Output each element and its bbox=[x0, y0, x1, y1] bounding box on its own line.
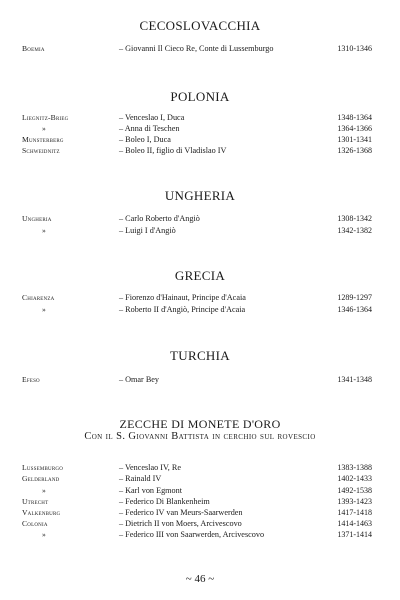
table-row bbox=[0, 146, 400, 158]
ditto-mark: » bbox=[42, 226, 46, 235]
table-row bbox=[0, 226, 400, 238]
reign-years: 1308-1342 bbox=[337, 214, 372, 223]
mint-name: Liegnitz-Brieg bbox=[22, 113, 69, 122]
mint-name: Ungheria bbox=[22, 214, 52, 223]
reign-years: 1301-1341 bbox=[337, 135, 372, 144]
section-title-zecche: ZECCHE DI MONETE D'ORO bbox=[119, 417, 281, 431]
reign-years: 1364-1366 bbox=[337, 124, 372, 133]
reign-years: 1310-1346 bbox=[337, 44, 372, 53]
ruler-name: – Boleo I, Duca bbox=[119, 135, 171, 144]
reign-years: 1342-1382 bbox=[337, 226, 372, 235]
table-row bbox=[0, 375, 400, 387]
section-title-cecoslovacchia: CECOSLOVACCHIA bbox=[139, 18, 261, 33]
mint-name: Valkenburg bbox=[22, 508, 61, 517]
reign-years: 1402-1433 bbox=[337, 474, 372, 483]
table-row bbox=[0, 474, 400, 486]
table-row bbox=[0, 305, 400, 317]
section-title-ungheria: UNGHERIA bbox=[164, 188, 236, 203]
table-row bbox=[0, 44, 400, 56]
reign-years: 1492-1538 bbox=[337, 486, 372, 495]
ruler-name: – Venceslao I, Duca bbox=[119, 113, 185, 122]
ruler-name: – Boleo II, figlio di Vladislao IV bbox=[119, 146, 227, 155]
ditto-mark: » bbox=[42, 305, 46, 314]
mint-name: Schweidnitz bbox=[22, 146, 60, 155]
reign-years: 1417-1418 bbox=[337, 508, 372, 517]
ruler-name: – Luigi I d'Angiò bbox=[119, 226, 176, 235]
ruler-name: – Federico Di Blankenheim bbox=[119, 497, 210, 506]
page-number: ~ 46 ~ bbox=[185, 573, 215, 585]
section-title-turchia: TURCHIA bbox=[170, 348, 230, 363]
section-subtitle-zecche: Con il S. Giovanni Battista in cerchio sul rovescio bbox=[84, 431, 316, 442]
ruler-name: – Federico IV van Meurs-Saarwerden bbox=[119, 508, 243, 517]
reign-years: 1393-1423 bbox=[337, 497, 372, 506]
mint-name: Munsterberg bbox=[22, 135, 64, 144]
mint-name: Efeso bbox=[22, 375, 40, 384]
ditto-mark: » bbox=[42, 530, 46, 539]
ruler-name: – Giovanni Il Cieco Re, Conte di Lussemburgo bbox=[119, 44, 274, 53]
reign-years: 1348-1364 bbox=[337, 113, 372, 122]
ruler-name: – Omar Bey bbox=[119, 375, 160, 384]
ruler-name: – Fiorenzo d'Hainaut, Principe d'Acaia bbox=[119, 293, 246, 302]
table-row bbox=[0, 293, 400, 305]
ruler-name: – Roberto II d'Angiò, Principe d'Acaia bbox=[119, 305, 246, 314]
reign-years: 1346-1364 bbox=[337, 305, 372, 314]
mint-name: Gelderland bbox=[22, 474, 60, 483]
reign-years: 1326-1368 bbox=[337, 146, 372, 155]
mint-name: Lussemburgo bbox=[22, 463, 64, 472]
ditto-mark: » bbox=[42, 124, 46, 133]
mint-name: Chiarenza bbox=[22, 293, 55, 302]
ruler-name: – Dietrich II von Moers, Arcivescovo bbox=[119, 519, 242, 528]
reign-years: 1383-1388 bbox=[337, 463, 372, 472]
mint-name: Utrecht bbox=[22, 497, 49, 506]
mint-name: Boemia bbox=[22, 44, 45, 53]
ruler-name: – Karl von Egmont bbox=[119, 486, 182, 495]
section-title-polonia: POLONIA bbox=[170, 89, 230, 104]
ruler-name: – Federico III von Saarwerden, Arcivescovo bbox=[119, 530, 265, 539]
mint-name: Colonia bbox=[22, 519, 48, 528]
ruler-name: – Rainald IV bbox=[119, 474, 162, 483]
ruler-name: – Carlo Roberto d'Angiò bbox=[119, 214, 200, 223]
reign-years: 1289-1297 bbox=[337, 293, 372, 302]
table-row bbox=[0, 530, 400, 542]
ruler-name: – Anna di Teschen bbox=[119, 124, 180, 133]
ruler-name: – Venceslao IV, Re bbox=[119, 463, 181, 472]
reign-years: 1414-1463 bbox=[337, 519, 372, 528]
reign-years: 1371-1414 bbox=[337, 530, 372, 539]
section-title-grecia: GRECIA bbox=[174, 268, 226, 283]
ditto-mark: » bbox=[42, 486, 46, 495]
table-row bbox=[0, 214, 400, 226]
reign-years: 1341-1348 bbox=[337, 375, 372, 384]
